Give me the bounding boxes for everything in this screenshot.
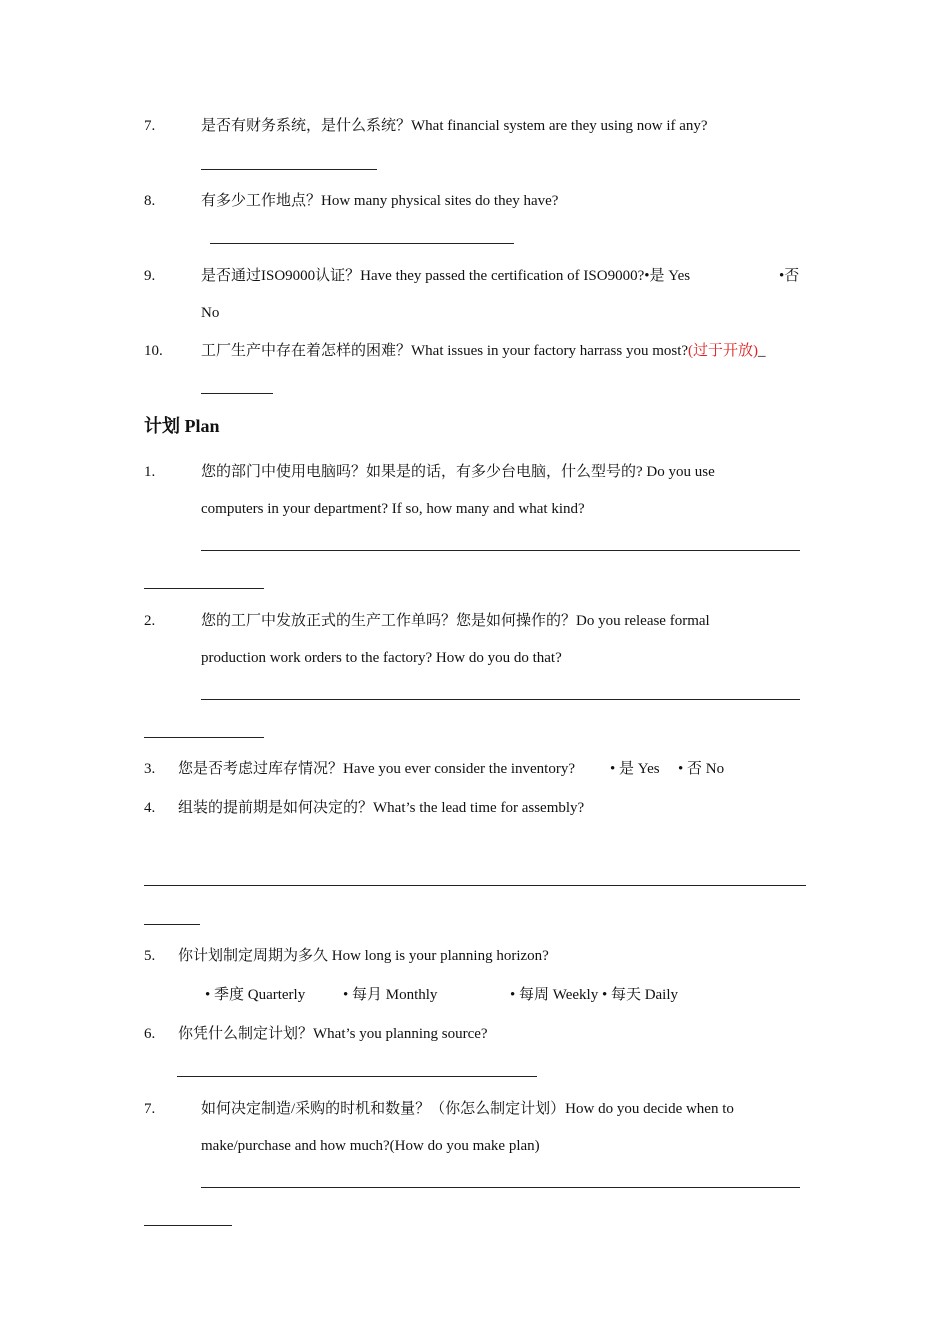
- answer-line[interactable]: [177, 1076, 537, 1077]
- answer-line[interactable]: [144, 1225, 232, 1226]
- answer-line[interactable]: [201, 550, 800, 551]
- option-no[interactable]: •否: [779, 268, 800, 284]
- answer-line[interactable]: [201, 699, 800, 700]
- answer-line[interactable]: [144, 885, 806, 886]
- option-yes[interactable]: • 是 Yes: [610, 761, 660, 777]
- question-text-cont: make/purchase and how much?(How do you make plan): [201, 1138, 540, 1154]
- question-text: 你凭什么制定计划？What’s you planning source?: [178, 1026, 488, 1042]
- answer-line[interactable]: [144, 924, 200, 925]
- annotation-note: (过于开放): [688, 343, 759, 359]
- question-number: 5.: [144, 948, 156, 964]
- question-text: 您是否考虑过库存情况？Have you ever consider the inventory?: [178, 761, 575, 777]
- question-text: 如何决定制造/采购的时机和数量？（你怎么制定计划）How do you decide when to: [201, 1101, 734, 1117]
- question-text: 组装的提前期是如何决定的？What’s the lead time for assembly?: [178, 800, 585, 816]
- option-quarterly[interactable]: • 季度 Quarterly: [205, 987, 306, 1003]
- question-number: 8.: [144, 193, 156, 209]
- answer-line[interactable]: [144, 588, 264, 589]
- question-text-cont: production work orders to the factory? How do you do that?: [201, 650, 562, 666]
- answer-line[interactable]: [210, 243, 514, 244]
- option-weekly-daily[interactable]: • 每周 Weekly • 每天 Daily: [510, 987, 679, 1003]
- question-number: 7.: [144, 118, 156, 134]
- question-number: 4.: [144, 800, 156, 816]
- question-text: 您的部门中使用电脑吗？如果是的话，有多少台电脑，什么型号的? Do you use: [201, 464, 715, 480]
- question-text-cont: computers in your department? If so, how many and what kind?: [201, 501, 585, 517]
- answer-line[interactable]: [144, 737, 264, 738]
- section-heading: 计划 Plan: [144, 416, 220, 436]
- option-no-label: No: [201, 305, 220, 321]
- question-number: 3.: [144, 761, 156, 777]
- question-text: 有多少工作地点？How many physical sites do they have?: [201, 193, 559, 209]
- question-text: 您的工厂中发放正式的生产工作单吗？您是如何操作的？Do you release formal: [201, 613, 710, 629]
- option-monthly[interactable]: • 每月 Monthly: [343, 987, 438, 1003]
- question-text: 是否通过ISO9000认证？Have they passed the certification of ISO9000?•是 Yes: [201, 268, 691, 284]
- question-number: 2.: [144, 613, 156, 629]
- option-no[interactable]: • 否 No: [678, 761, 725, 777]
- answer-line[interactable]: [201, 169, 377, 170]
- question-number: 1.: [144, 464, 156, 480]
- question-number: 6.: [144, 1026, 156, 1042]
- answer-line[interactable]: [201, 1187, 800, 1188]
- question-text: 是否有财务系统，是什么系统？What financial system are they using now if any?: [201, 118, 708, 134]
- question-number: 9.: [144, 268, 156, 284]
- answer-line[interactable]: [201, 393, 273, 394]
- question-number: 7.: [144, 1101, 156, 1117]
- question-text: 你计划制定周期为多久 How long is your planning horizon?: [178, 948, 549, 964]
- question-text: 工厂生产中存在着怎样的困难？What issues in your factory harrass you most?(过于开放)_: [201, 343, 766, 359]
- question-number: 10.: [144, 343, 163, 359]
